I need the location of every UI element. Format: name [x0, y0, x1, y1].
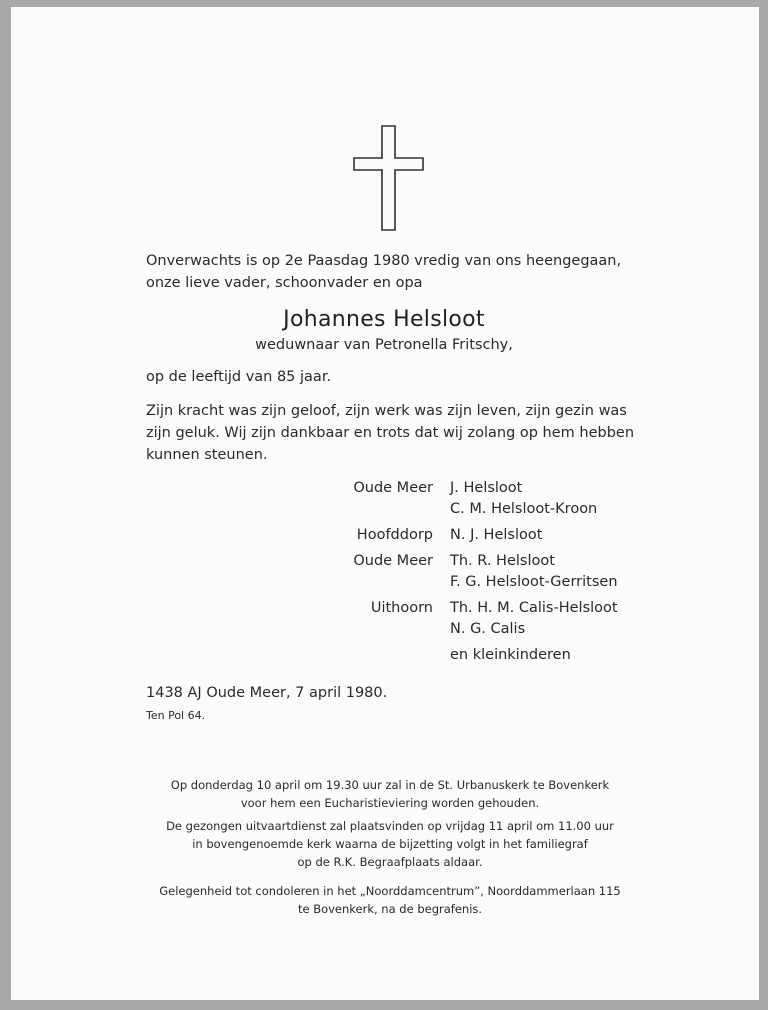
dateline: 1438 AJ Oude Meer, 7 april 1980.: [146, 685, 388, 701]
notes-line: Gelegenheid tot condoleren in het „Noorddamcentrum”, Noorddammerlaan 115: [159, 884, 621, 898]
family-list: [0, 478, 768, 666]
notes-paragraph: [0, 776, 768, 812]
notes-line: voor hem een Eucharistieviering worden gehouden.: [240, 796, 540, 810]
family-person: F. G. Helsloot-Gerritsen: [450, 574, 618, 590]
family-place: Hoofddorp: [356, 527, 433, 543]
widow-line: weduwnaar van Petronella Fritschy,: [255, 337, 513, 353]
family-person: N. J. Helsloot: [450, 527, 543, 543]
family-person: N. G. Calis: [450, 621, 526, 637]
age-line: op de leeftijd van 85 jaar.: [146, 369, 332, 385]
family-row: [0, 525, 768, 546]
notes-paragraph: [0, 882, 768, 918]
address: Ten Pol 64.: [146, 709, 206, 722]
family-row: [0, 551, 768, 572]
quote-line: kunnen steunen.: [146, 447, 268, 463]
quote-text: [146, 400, 634, 466]
notes-line: te Bovenkerk, na de begrafenis.: [297, 902, 483, 916]
notes-line: op de R.K. Begraafplaats aldaar.: [297, 855, 483, 869]
family-place: Oude Meer: [353, 480, 433, 496]
quote-line: Zijn kracht was zijn geloof, zijn werk was zijn leven, zijn gezin was: [146, 403, 627, 419]
family-row: [0, 645, 768, 666]
family-person: Th. R. Helsloot: [450, 553, 555, 569]
family-place: Oude Meer: [353, 553, 433, 569]
notes-paragraph: [0, 817, 768, 871]
family-person: en kleinkinderen: [450, 647, 571, 663]
quote-line: zijn geluk. Wij zijn dankbaar en trots dat wij zolang op hem hebben: [146, 425, 635, 441]
notes-line: in bovengenoemde kerk waarna de bijzetting volgt in het familiegraf: [192, 837, 588, 851]
intro-line: onze lieve vader, schoonvader en opa: [146, 275, 423, 291]
family-person: J. Helsloot: [450, 480, 523, 496]
intro-line: Onverwachts is op 2e Paasdag 1980 vredig van ons heengegaan,: [146, 253, 622, 269]
family-person: C. M. Helsloot-Kroon: [450, 501, 598, 517]
notes-line: Op donderdag 10 april om 19.30 uur zal in de St. Urbanuskerk te Bovenkerk: [170, 778, 610, 792]
deceased-name: Johannes Helsloot: [283, 307, 485, 332]
service-notes: [0, 776, 768, 923]
family-row: [0, 619, 768, 640]
family-place: Uithoorn: [370, 600, 433, 616]
intro-text: [146, 250, 636, 294]
family-row: [0, 478, 768, 499]
family-person: Th. H. M. Calis-Helsloot: [450, 600, 618, 616]
cross-icon: [353, 125, 425, 233]
family-row: [0, 598, 768, 619]
notes-line: De gezongen uitvaartdienst zal plaatsvinden op vrijdag 11 april om 11.00 uur: [166, 819, 614, 833]
family-row: [0, 499, 768, 520]
family-row: [0, 572, 768, 593]
